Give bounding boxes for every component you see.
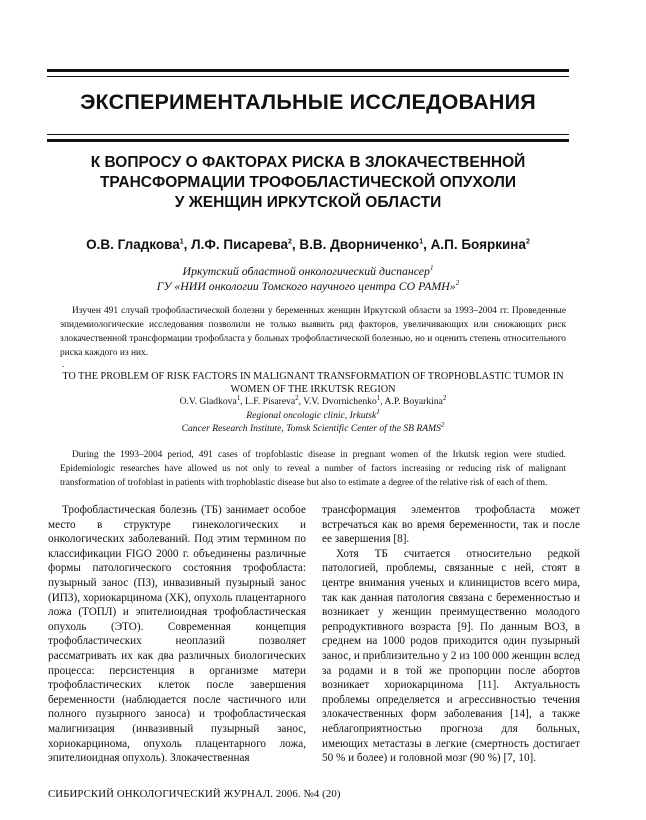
title-en-line-1: TO THE PROBLEM OF RISK FACTORS IN MALIGNANT TRANSFORMATION OF TROPHOBLASTIC TUMOR IN [62, 371, 564, 382]
author-ru: В.В. Дворниченко$^1$, [299, 237, 431, 252]
article-title-en [60, 370, 566, 396]
body-paragraph-continued: трансформация элементов трофобласта может встречаться как во время беременности, так и после ее завершения [8]. [322, 504, 580, 546]
mid-rule-thick [47, 139, 569, 142]
article-title-ru [47, 153, 569, 213]
affiliation-en-2: Cancer Research Institute, Tomsk Scientific Center of the SB RAMS$^2$ [181, 420, 445, 434]
top-rule-thick [47, 69, 569, 72]
authors-ru [47, 237, 569, 252]
author-ru: А.П. Бояркина$^2$ [430, 237, 530, 252]
body-column-right [322, 503, 580, 766]
body-column-left [48, 503, 306, 766]
affiliations-ru [47, 264, 569, 294]
abstract-ru: Изучен 491 случай трофобластической болезни у беременных женщин Иркутской области за 1993–2004 гг. Проведенные эпидемиологические исследования позволили не только выявить ряд факторов, увеличивающих или снижающих риск злокачественной трансформации трофобласта у больных трофобластической болезнью, но и оценить степень относительного риска каждого из них. [60, 306, 566, 358]
journal-footer: СИБИРСКИЙ ОНКОЛОГИЧЕСКИЙ ЖУРНАЛ. 2006. №4 (20) [48, 788, 341, 800]
body-paragraph: Хотя ТБ считается относительно редкой патологией, проблемы, связанные с ней, стоят в центре внимания ученых и клиницистов всего мира, так как данная патология связана с беременностью и возникает у женщин преимущественно молодого репродуктивного возраста [9]. По данным ВОЗ, в среднем на 1000 родов приходится один пузырный занос, и приблизительно у 2 из 100 000 женщин вслед за родами и в той же пропорции после абортов возникает хориокарцинома [11]. Актуальность проблемы определяется и агрессивностью течения злокачественных форм заболевания [14], а также неблагоприятностью прогноза для больных, имеющих метастазы в легкие (смертность достигает 50 % и более) и головной мозг (90 %) [7, 10]. [322, 547, 580, 765]
author-en: A.P. Boyarkina$^2$ [384, 393, 447, 407]
title-ru-line-2: ТРАНСФОРМАЦИИ ТРОФОБЛАСТИЧЕСКОЙ ОПУХОЛИ [99, 174, 517, 191]
authors-en [60, 393, 566, 407]
affiliation-ru-1: Иркутский областной онкологический диспансер$^1$ [182, 264, 434, 278]
affiliation-en-1: Regional oncologic clinic, Irkutsk$^1$ [246, 407, 380, 421]
author-ru: Л.Ф. Писарева$^2$, [191, 237, 300, 252]
body-paragraph: Трофобластическая болезнь (ТБ) занимает особое место в структуре гинекологических и онкологических заболеваний. Под этим термином по классификации FIGO 2000 г. объединены различные формы патологического состояния трофобласта: пузырный занос (ПЗ), инвазивный пузырный занос (ИПЗ), хориокарцинома (ХК), опухоль плацентарного ложа (ТОПЛ) и эпителиоидная трофобластическая опухоль (ЭТО). Современная концепция трофобластических неоплазий позволяет рассматривать их как два различных биологических процесса: персистенция в организме матери трофобластических клеток после завершения беременности (наблюдается после частичного или полного пузырного заноса) и трофобластическая малигнизация (инвазивный пузырный занос, хориокарцинома, опухоль плацентарного ложа, эпителиоидная опухоль). Злокачественная [48, 504, 306, 765]
mid-rule-thin [47, 134, 569, 135]
title-ru-line-1: К ВОПРОСУ О ФАКТОРАХ РИСКА В ЗЛОКАЧЕСТВЕННОЙ [90, 154, 526, 171]
separator-dot: . [62, 359, 65, 369]
section-title: ЭКСПЕРИМЕНТАЛЬНЫЕ ИССЛЕДОВАНИЯ [80, 90, 536, 114]
title-ru-line-3: У ЖЕНЩИН ИРКУТСКОЙ ОБЛАСТИ [174, 194, 442, 211]
abstract-en: During the 1993–2004 period, 491 cases of tropfoblastic disease in pregnant women of the Irkutsk region were studied. Epidemiologic researches have allowed us not only to reveal a number of factors increasing or reducing risk of malignant transformation of trofoblast in patients with trophoblastic disease but also to estimate a degree of the relative risk of each of them. [60, 450, 566, 488]
affiliation-ru-2: ГУ «НИИ онкологии Томского научного центра СО РАМН»$^2$ [156, 279, 460, 293]
author-ru: О.В. Гладкова$^1$, [86, 237, 192, 252]
author-en: V.V. Dvornichenko$^1$, [303, 393, 385, 407]
author-en: L.F. Pisareva$^2$, [245, 393, 304, 407]
title-en-line-2: WOMEN OF THE IRKUTSK REGION [230, 384, 396, 395]
top-rule-thin [47, 76, 569, 77]
author-en: O.V. Gladkova$^1$, [179, 393, 246, 407]
